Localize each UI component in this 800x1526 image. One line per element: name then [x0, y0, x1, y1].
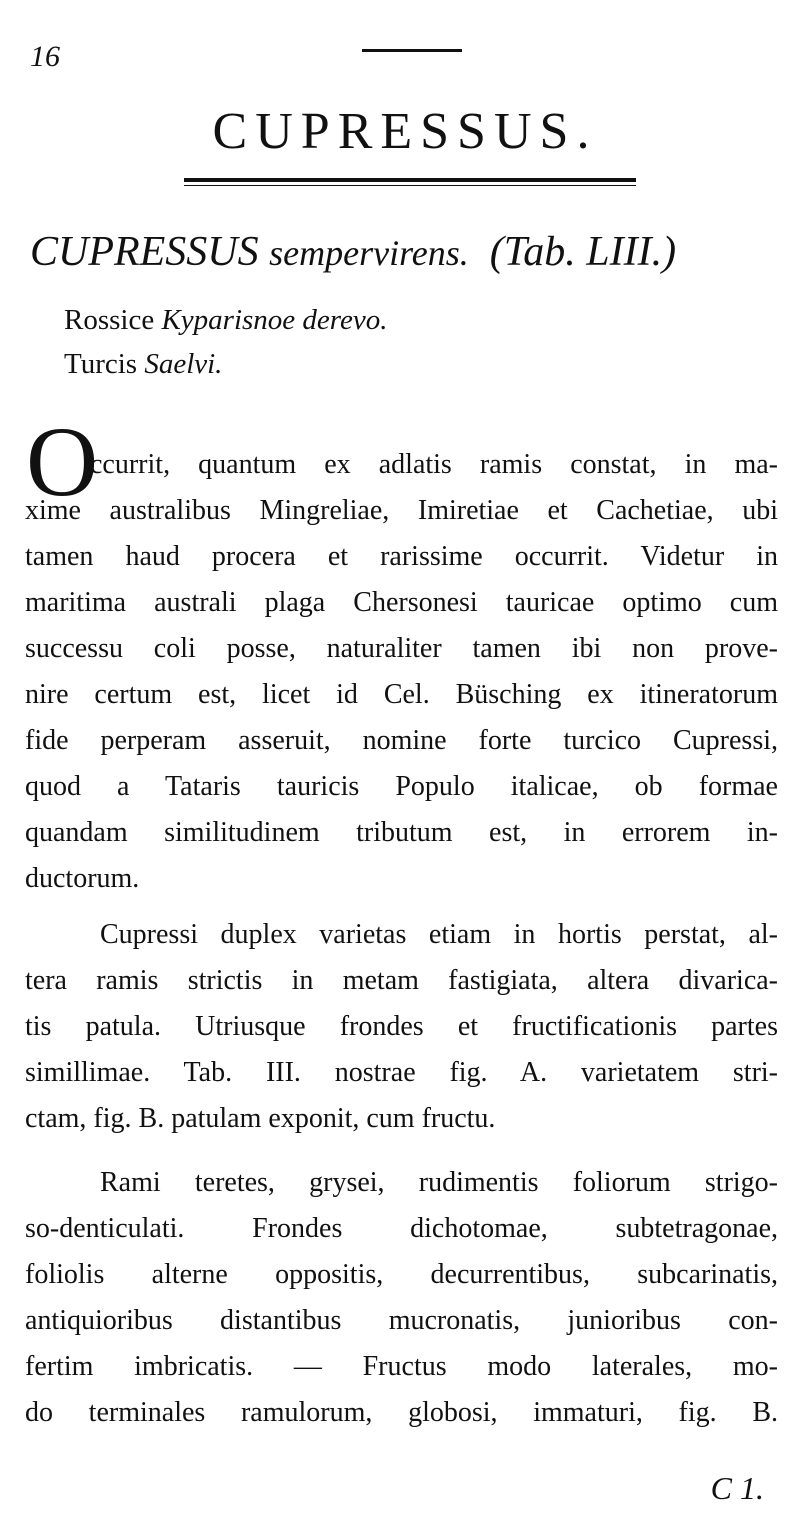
vernacular-label: Rossice: [64, 304, 155, 336]
text-line: ccurrit, quantum ex adlatis ramis constat, in ma-: [90, 449, 778, 480]
text-line: nire certum est, licet id Cel. Büsching ex itineratorum: [25, 679, 778, 710]
text-line: Rami teretes, grysei, rudimentis foliorum strigo-: [100, 1167, 778, 1198]
drop-cap: O: [26, 406, 99, 517]
text-line: maritima australi plaga Chersonesi tauricae optimo cum: [25, 587, 778, 618]
text-line: tamen haud procera et rarissime occurrit. Videtur in: [25, 541, 778, 572]
text-line: ductorum.: [25, 863, 140, 894]
title-rule: [184, 178, 636, 182]
text-line: fide perperam asseruit, nomine forte turcico Cupressi,: [25, 725, 778, 756]
text-line: ctam, fig. B. patulam exponit, cum fructu.: [25, 1103, 496, 1134]
vernacular-value: Saelvi.: [144, 348, 223, 380]
title-rule-thin: [184, 185, 636, 186]
vernacular-name-russian: [64, 304, 388, 337]
catchword: C 1.: [710, 1470, 764, 1506]
text-line: fertim imbricatis. — Fructus modo laterales, mo-: [25, 1351, 778, 1382]
text-line: Cupressi duplex varietas etiam in hortis perstat, al-: [100, 919, 778, 950]
page-title: CUPRESSUS.: [212, 103, 598, 160]
species-heading: [30, 228, 676, 276]
species-name: sempervirens.: [269, 233, 469, 273]
vernacular-value: Kyparisnoe derevo.: [161, 304, 388, 336]
text-line: xime australibus Mingreliae, Imiretiae et Cachetiae, ubi: [25, 495, 778, 526]
text-line: successu coli posse, naturaliter tamen ibi non prove-: [25, 633, 778, 664]
text-line: foliolis alterne oppositis, decurrentibus, subcarinatis,: [25, 1259, 778, 1290]
genus-name: CUPRESSUS: [30, 229, 259, 275]
text-line: so-denticulati. Frondes dichotomae, subtetragonae,: [25, 1213, 778, 1244]
plate-reference: (Tab. LIII.): [489, 229, 677, 275]
text-line: do terminales ramulorum, globosi, immaturi, fig. B.: [25, 1397, 778, 1428]
header-rule: [362, 49, 462, 52]
text-line: tera ramis strictis in metam fastigiata, altera divarica-: [25, 965, 778, 996]
text-line: quod a Tataris tauricis Populo italicae, ob formae: [25, 771, 778, 802]
page-number: 16: [30, 40, 60, 73]
text-line: simillimae. Tab. III. nostrae fig. A. varietatem stri-: [25, 1057, 778, 1088]
vernacular-name-turkish: [64, 348, 222, 381]
text-line: tis patula. Utriusque frondes et fructificationis partes: [25, 1011, 778, 1042]
text-line: quandam similitudinem tributum est, in errorem in-: [25, 817, 778, 848]
text-line: antiquioribus distantibus mucronatis, junioribus con-: [25, 1305, 778, 1336]
vernacular-label: Turcis: [64, 348, 138, 380]
